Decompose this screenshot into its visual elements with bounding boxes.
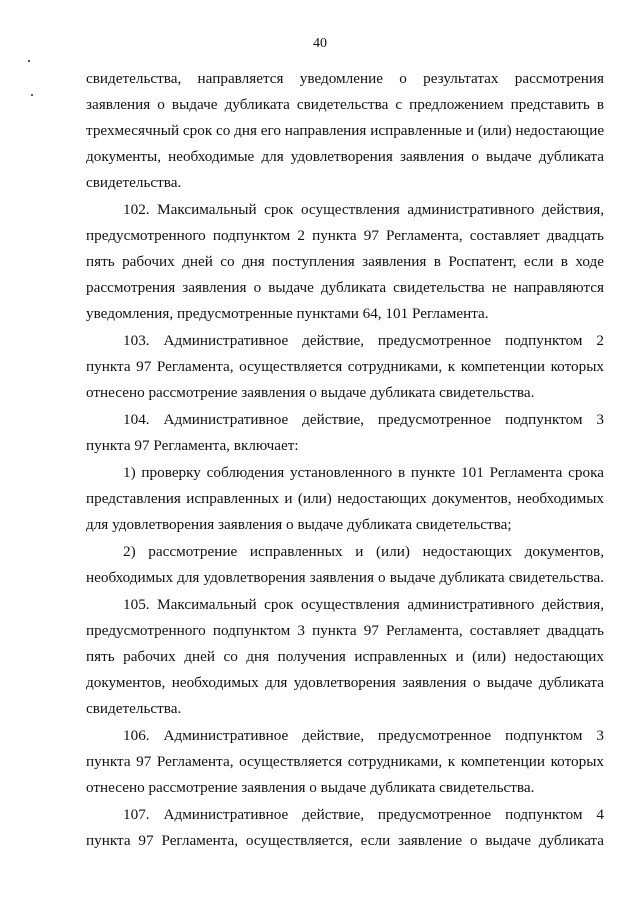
text-line: 107. Административное действие, предусмотренное подпунктом 4 <box>123 806 604 823</box>
text-line: 105. Максимальный срок осуществления административного действия, <box>123 596 604 613</box>
text-line: предусмотренного подпунктом 3 пункта 97 Регламента, составляет двадцать <box>86 622 604 639</box>
text-line: пункта 97 Регламента, осуществляется сотрудниками, к компетенции которых <box>86 753 604 770</box>
text-line: заявления о выдаче дубликата свидетельства с предложением представить в <box>86 96 604 113</box>
text-line: документы, необходимые для удовлетворения заявления о выдаче дубликата <box>86 148 604 165</box>
text-line: предусмотренного подпунктом 2 пункта 97 Регламента, составляет двадцать <box>86 227 604 244</box>
text-line: свидетельства. <box>86 174 182 191</box>
scan-speck <box>31 94 33 96</box>
text-line: свидетельства. <box>86 700 182 717</box>
text-line: трехмесячный срок со дня его направления исправленные и (или) недостающие <box>86 122 605 139</box>
text-line: пункта 97 Регламента, осуществляется, если заявление о выдаче дубликата <box>86 832 604 849</box>
text-line: 106. Административное действие, предусмотренное подпунктом 3 <box>123 727 604 744</box>
text-line: для удовлетворения заявления о выдаче дубликата свидетельства; <box>86 516 512 533</box>
text-line: необходимых для удовлетворения заявления о выдаче дубликата свидетельства. <box>86 569 604 586</box>
text-line: 104. Административное действие, предусмотренное подпунктом 3 <box>123 411 604 428</box>
text-line: рассмотрения заявления о выдаче дубликата свидетельства не направляются <box>86 279 604 296</box>
text-line: пять рабочих дней со дня поступления заявления в Роспатент, если в ходе <box>86 253 604 270</box>
text-line: 102. Максимальный срок осуществления административного действия, <box>123 201 604 218</box>
text-line: 1) проверку соблюдения установленного в пункте 101 Регламента срока <box>123 464 604 481</box>
text-line: уведомления, предусмотренные пунктами 64, 101 Регламента. <box>86 305 489 322</box>
text-line: 103. Административное действие, предусмотренное подпунктом 2 <box>123 332 604 349</box>
text-line: документов, необходимых для удовлетворения заявления о выдаче дубликата <box>86 674 604 691</box>
text-line: представления исправленных и (или) недостающих документов, необходимых <box>86 490 604 507</box>
page-number: 40 <box>313 36 327 51</box>
text-line: 2) рассмотрение исправленных и (или) недостающих документов, <box>123 543 604 560</box>
text-line: пункта 97 Регламента, осуществляется сотрудниками, к компетенции которых <box>86 358 604 375</box>
text-line: отнесено рассмотрение заявления о выдаче дубликата свидетельства. <box>86 779 535 796</box>
text-line: отнесено рассмотрение заявления о выдаче дубликата свидетельства. <box>86 384 535 401</box>
text-line: свидетельства, направляется уведомление о результатах рассмотрения <box>86 70 604 87</box>
scan-speck <box>28 60 30 62</box>
text-line: пункта 97 Регламента, включает: <box>86 437 299 454</box>
text-line: пять рабочих дней со дня получения исправленных и (или) недостающих <box>86 648 604 665</box>
